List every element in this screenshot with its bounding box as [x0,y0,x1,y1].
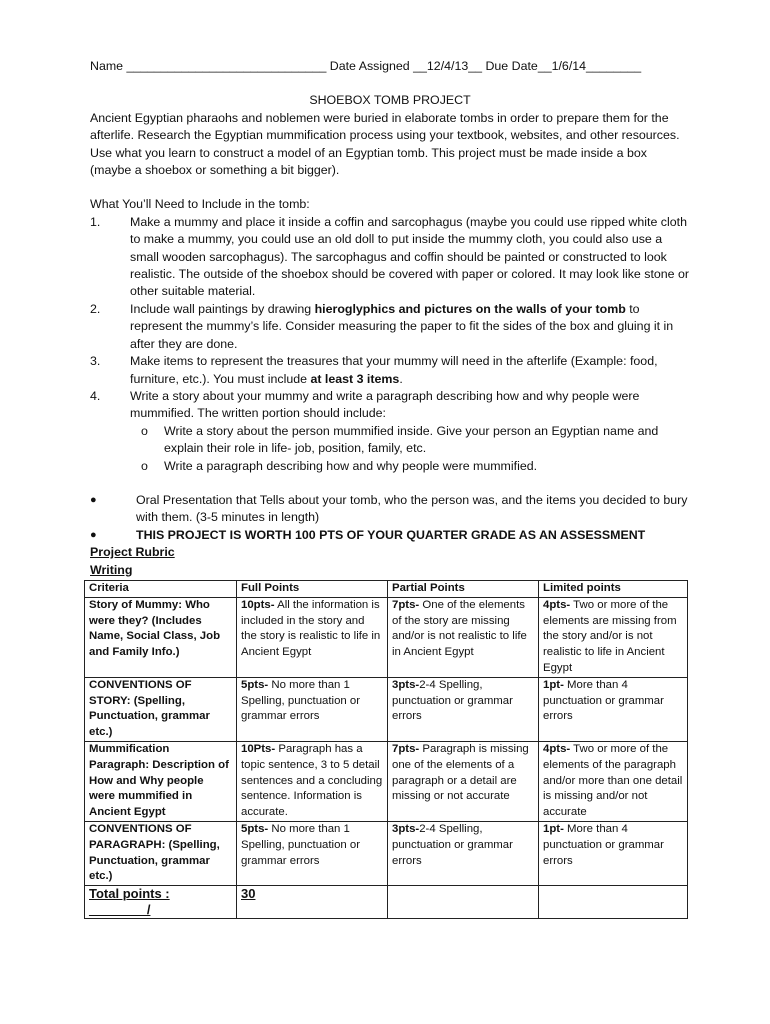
limited-points-cell [539,821,688,885]
points-description: More than 4 punctuation or grammar errors [543,822,664,867]
list-item-text: Write a story about your mummy and write a paragraph describing how and why people were mummified. The written portion should include: [130,388,640,421]
criteria-cell: CONVENTIONS OF STORY: (Spelling, Punctuation, grammar etc.) [85,677,237,741]
sublist-marker: o [141,458,148,473]
points-description: 2-4 Spelling, punctuation or grammar errors [392,822,513,867]
list-item [90,301,690,353]
points-label: 4pts- [543,598,571,611]
table-row [85,741,688,821]
partial-points-cell [388,597,539,677]
list-item-bold-text: hieroglyphics and pictures on the walls of your tomb [314,301,626,316]
rubric-table [84,580,688,919]
written-portion-sublist [90,423,690,475]
bullet-item [90,527,690,544]
bullet-list [90,492,690,544]
list-number: 2. [90,301,101,316]
criteria-cell: Mummification Paragraph: Description of How and Why people were mummified in Ancient Egypt [85,741,237,821]
points-label: 5pts- [241,822,269,835]
partial-points-cell [388,677,539,741]
points-description: More than 4 punctuation or grammar errors [543,678,664,723]
limited-points-cell [539,741,688,821]
points-description: Two or more of the elements are missing from the story and/or is not realistic to life in Ancient Egypt [543,598,677,674]
name-date-line: Name _____________________________ Date Assigned __12/4/13__ Due Date__1/6/14________ [90,59,642,73]
table-row [85,821,688,885]
full-points-cell [237,677,388,741]
sublist-item [141,423,690,458]
list-item-text: to represent the mummy’s life. Consider measuring the paper to fit the sides of the box and gluing it in after they are done. [130,301,674,351]
list-item-text: Make a mummy and place it inside a coffin and sarcophagus (maybe you could use ripped white cloth to make a mummy, you could use an old doll to put inside the mummy cloth, you could also use a small wooden sarcophagus). The sarcophagus and coffin should be painted or constructed to look realistic. The outside of the shoebox should be covered with paper or colored. It may look like stone or other suitable material. [130,214,690,299]
intro-paragraph: Ancient Egyptian pharaohs and noblemen were buried in elaborate tombs in order to prepare them for the afterlife. Research the Egyptian mummification process using your textbook, websites, and other resources. Use what you learn to construct a model of an Egyptian tomb. This project must be made inside a box (maybe a shoebox or something a bit bigger). [90,110,680,178]
table-row [85,597,688,677]
list-number: 4. [90,388,101,403]
bullet-marker: ● [90,493,97,506]
limited-points-cell [539,677,688,741]
full-points-cell [237,597,388,677]
document-title: SHOEBOX TOMB PROJECT [309,93,471,108]
points-label: 1pt- [543,678,564,691]
points-label: 7pts- [392,742,420,755]
points-label: 1pt- [543,822,564,835]
criteria-cell: Story of Mummy: Who were they? (Includes Name, Social Class, Job and Family Info.) [85,597,237,677]
list-item [90,214,690,301]
points-description: All the information is included in the story and the story is realistic to life in Ancient Egypt [241,598,381,659]
points-description: No more than 1 Spelling, punctuation or grammar errors [241,678,361,723]
points-description: One of the elements of the story are missing and/or is not realistic to life in Ancient Egypt [392,598,527,659]
list-item [90,353,690,388]
requirements-heading: What You’ll Need to Include in the tomb: [90,197,310,212]
partial-points-cell [388,821,539,885]
column-header: Full Points [237,581,388,598]
total-row [85,886,688,919]
empty-cell [388,886,539,919]
points-description: Two or more of the elements of the paragraph and/or more than one detail is missing and/or not accurate [543,742,683,819]
points-label: 3pts- [392,822,420,835]
points-label: 3pts- [392,678,420,691]
list-number: 3. [90,354,101,369]
column-header: Partial Points [388,581,539,598]
bullet-item [90,492,690,527]
bullet-text: THIS PROJECT IS WORTH 100 PTS OF YOUR QUARTER GRADE AS AN ASSESSMENT [136,527,646,542]
requirements-list [90,214,690,423]
points-label: 7pts- [392,598,420,611]
empty-cell [539,886,688,919]
table-header-row [85,581,688,598]
list-item-text: Include wall paintings by drawing [130,301,315,316]
full-points-cell [237,821,388,885]
list-number: 1. [90,214,101,229]
points-description: No more than 1 Spelling, punctuation or grammar errors [241,822,361,867]
points-description: Paragraph has a topic sentence, 3 to 5 detail sentences and a concluding sentence. Information is accurate. [241,742,383,819]
partial-points-cell [388,741,539,821]
limited-points-cell [539,597,688,677]
list-item [90,388,690,423]
table-row [85,677,688,741]
document-page [90,58,690,579]
total-label-cell [85,886,237,919]
sublist-item-text: Write a paragraph describing how and why people were mummified. [164,458,538,473]
column-header: Criteria [85,581,237,598]
points-description: Paragraph is missing one of the elements of a paragraph or a detail are missing or not accurate [392,742,529,803]
total-points-label: Total points : ________/ [89,886,170,917]
points-label: 10pts- [241,598,275,611]
points-label: 10Pts- [241,742,276,755]
sublist-marker: o [141,423,148,438]
total-value-cell [237,886,388,919]
criteria-cell: CONVENTIONS OF PARAGRAPH: (Spelling, Punctuation, grammar etc.) [85,821,237,885]
full-points-cell [237,741,388,821]
points-description: 2-4 Spelling, punctuation or grammar errors [392,678,513,723]
bullet-marker: ● [90,528,97,541]
list-item-text: . [399,371,403,386]
points-label: 5pts- [241,678,269,691]
list-item-bold-text: at least 3 items [310,371,400,386]
bullet-text: Oral Presentation that Tells about your tomb, who the person was, and the items you decided to bury with them. (3-5 minutes in length) [136,492,688,525]
total-points-value: 30 [241,886,256,902]
writing-heading: Writing [90,562,133,577]
rubric-heading: Project Rubric [90,545,175,560]
list-item-text: Make items to represent the treasures that your mummy will need in the afterlife (Example: food, furniture, etc.). You must include [130,354,658,386]
points-label: 4pts- [543,742,571,755]
sublist-item-text: Write a story about the person mummified inside. Give your person an Egyptian name and explain their role in life- job, position, family, etc. [164,423,659,456]
column-header: Limited points [539,581,688,598]
sublist-item [141,458,690,475]
